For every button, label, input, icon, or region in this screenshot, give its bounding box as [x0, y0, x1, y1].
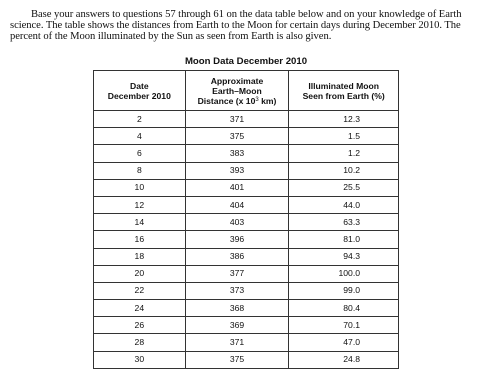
table-row	[94, 265, 399, 282]
illuminated-cell: 100.0	[289, 265, 399, 282]
illuminated-cell: 10.2	[289, 162, 399, 179]
table-row	[94, 162, 399, 179]
header-illuminated	[289, 71, 399, 111]
illuminated-cell: 25.5	[289, 179, 399, 196]
distance-cell: 396	[185, 231, 289, 248]
table-row	[94, 145, 399, 162]
date-cell: 2	[94, 111, 186, 128]
illuminated-cell: 70.1	[289, 317, 399, 334]
illuminated-cell: 1.5	[289, 128, 399, 145]
distance-cell: 386	[185, 248, 289, 265]
illuminated-cell: 47.0	[289, 334, 399, 351]
date-cell: 4	[94, 128, 186, 145]
date-cell: 16	[94, 231, 186, 248]
distance-cell: 368	[185, 300, 289, 317]
illuminated-cell: 99.0	[289, 282, 399, 299]
date-cell: 6	[94, 145, 186, 162]
table-row	[94, 351, 399, 368]
date-cell: 18	[94, 248, 186, 265]
distance-cell: 393	[185, 162, 289, 179]
table-row	[94, 334, 399, 351]
moon-data-table	[93, 70, 399, 369]
date-cell: 28	[94, 334, 186, 351]
intro-paragraph: Base your answers to questions 57 through 61 on the data table below and on your knowledge of Earth science. The table shows the distances from Earth to the Moon for certain days during December 2010. The percent of the Moon illuminated by the Sun as seen from Earth is also given.	[10, 9, 462, 42]
illuminated-cell: 63.3	[289, 214, 399, 231]
table-row	[94, 300, 399, 317]
header-distance-line3-prefix: Distance (x 10	[197, 95, 256, 106]
distance-cell: 371	[185, 334, 289, 351]
table-row	[94, 179, 399, 196]
distance-cell: 401	[185, 179, 289, 196]
illuminated-cell: 94.3	[289, 248, 399, 265]
header-illuminated-line1: Illuminated Moon	[308, 80, 379, 91]
date-cell: 14	[94, 214, 186, 231]
header-date	[94, 71, 186, 111]
table-row	[94, 248, 399, 265]
illuminated-cell: 24.8	[289, 351, 399, 368]
header-date-line1: Date	[130, 80, 149, 91]
table-row	[94, 317, 399, 334]
distance-cell: 371	[185, 111, 289, 128]
illuminated-cell: 1.2	[289, 145, 399, 162]
illuminated-cell: 44.0	[289, 196, 399, 213]
header-date-line2: December 2010	[107, 90, 171, 101]
illuminated-cell: 81.0	[289, 231, 399, 248]
table-row	[94, 282, 399, 299]
table-title: Moon Data December 2010	[184, 56, 308, 67]
distance-cell: 383	[185, 145, 289, 162]
header-distance-line1: Approximate	[210, 75, 264, 86]
header-distance-line2: Earth–Moon	[212, 85, 262, 96]
header-illuminated-line2: Seen from Earth (%)	[302, 90, 385, 101]
distance-cell: 375	[185, 128, 289, 145]
header-distance-line3-suffix: km)	[258, 95, 277, 106]
table-body	[94, 111, 399, 369]
date-cell: 30	[94, 351, 186, 368]
date-cell: 24	[94, 300, 186, 317]
illuminated-cell: 80.4	[289, 300, 399, 317]
table-row	[94, 128, 399, 145]
table-row	[94, 231, 399, 248]
distance-cell: 377	[185, 265, 289, 282]
date-cell: 26	[94, 317, 186, 334]
header-distance-line3	[186, 96, 289, 106]
header-distance-exponent: 3	[255, 96, 259, 103]
date-cell: 20	[94, 265, 186, 282]
header-distance	[185, 71, 289, 111]
date-cell: 12	[94, 196, 186, 213]
distance-cell: 403	[185, 214, 289, 231]
distance-cell: 375	[185, 351, 289, 368]
illuminated-cell: 12.3	[289, 111, 399, 128]
date-cell: 10	[94, 179, 186, 196]
distance-cell: 373	[185, 282, 289, 299]
date-cell: 8	[94, 162, 186, 179]
distance-cell: 369	[185, 317, 289, 334]
table-row	[94, 214, 399, 231]
table-header-row	[94, 71, 399, 111]
table-row	[94, 196, 399, 213]
distance-cell: 404	[185, 196, 289, 213]
date-cell: 22	[94, 282, 186, 299]
table-row	[94, 111, 399, 128]
